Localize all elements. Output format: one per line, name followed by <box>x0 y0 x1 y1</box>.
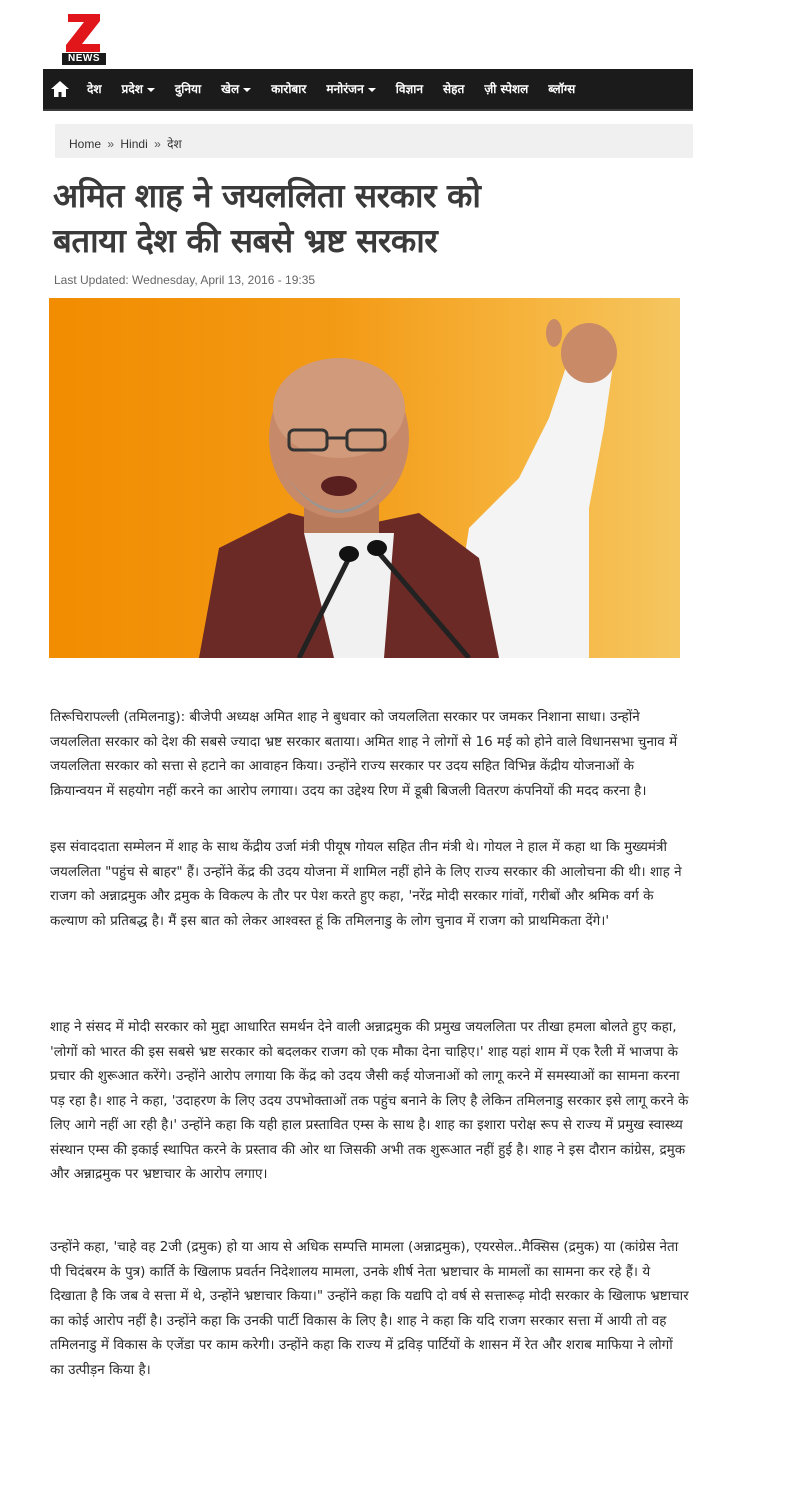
caret-down-icon <box>147 88 155 92</box>
zee-logo-icon <box>62 10 106 54</box>
breadcrumb-home[interactable]: Home <box>69 137 102 151</box>
nav-item-desh[interactable]: देश <box>87 82 102 96</box>
article-title-line1: अमित शाह ने जयललिता सरकार को <box>53 176 481 215</box>
nav-item-vigyan[interactable]: विज्ञान <box>395 82 423 96</box>
main-navbar <box>43 69 693 111</box>
nav-item-blogs[interactable]: ब्लॉग्स <box>548 82 576 96</box>
caret-down-icon <box>243 88 251 92</box>
zee-news-logo[interactable] <box>43 10 123 68</box>
caret-down-icon <box>368 88 376 92</box>
article-title <box>53 173 693 263</box>
last-updated: Last Updated: Wednesday, April 13, 2016 - 19:35 <box>54 273 316 287</box>
logo-news-text: NEWS <box>62 53 106 65</box>
breadcrumb-hindi[interactable]: Hindi <box>120 137 148 151</box>
breadcrumb-separator: » <box>107 137 115 151</box>
nav-item-sehat[interactable]: सेहत <box>442 82 465 96</box>
article-paragraph: तिरूचिरापल्ली (तमिलनाडु): बीजेपी अध्यक्ष अमित शाह ने बुधवार को जयललिता सरकार पर जमकर निशाना साधा। उन्होंने जयललिता सरकार को देश की सबसे ज्यादा भ्रष्ट सरकार बताया। अमित शाह ने लोगों से 16 मई को होने वाले विधानसभा चुनाव में जयललिता सरकार को सत्ता से हटाने का आवाहन किया। उन्होंने राज्य सरकार पर उदय सहित विभिन्न केंद्रीय योजनाओं के क्रियान्वयन में सहयोग नहीं करने का आरोप लगाया। उदय का उद्देश्य रिण में डूबी बिजली वितरण कंपनियों की मदद करना है। <box>50 709 678 799</box>
nav-item-manoranjan[interactable]: मनोरंजन <box>316 68 385 110</box>
breadcrumb-separator: » <box>154 137 161 151</box>
nav-item-duniya[interactable]: दुनिया <box>174 82 202 96</box>
nav-item-khel[interactable]: खेल <box>211 68 261 110</box>
article-paragraph: इस संवाददाता सम्मेलन में शाह के साथ केंद्रीय उर्जा मंत्री पीयूष गोयल सहित तीन मंत्री थे। गोयल ने हाल में कहा था कि मुख्यमंत्री जयललिता "पहुंच से बाहर" हैं। उन्होंने केंद्र की उदय योजना में शामिल नहीं होने के लिए राज्य सरकार की आलोचना की थी। शाह ने राजग को अन्नाद्रमुक और द्रमुक के विकल्प के तौर पर पेश करते हुए कहा, 'नरेंद्र मोदी सरकार गांवों, गरीबों और श्रमिक वर्ग के कल्याण को प्रतिबद्ध है। मैं इस बात को लेकर आश्वस्त हूं कि तमिलनाडु के लोग चुनाव में राजग को प्राथमिकता देंगे।' <box>50 839 682 929</box>
article-hero-image <box>49 298 680 658</box>
article-paragraph: उन्होंने कहा, 'चाहे वह 2जी (द्रमुक) हो या आय से अधिक सम्पत्ति मामला (अन्नाद्रमुक), एयरसेल..मैक्सिस (द्रमुक) या (कांग्रेस नेता पी चिदंबरम के पुत्र) कार्ति के खिलाफ प्रवर्तन निदेशालय मामला, उनके शीर्ष नेता भ्रष्टाचार के मामलों का सामना कर रहे हैं। ये दिखाता है कि जब वे सत्ता में थे, उन्होंने भ्रष्टाचार किया।" उन्होंने कहा कि यद्यपि दो वर्ष से सत्तारूढ़ मोदी सरकार के खिलाफ भ्रष्टाचार का कोई आरोप नहीं है। उन्होंने कहा कि उनकी पार्टी विकास के लिए है। शाह ने कहा कि यदि राजग सरकार सत्ता में आयी तो वह तमिलनाडु में विकास के एजेंडा पर काम करेगी। उन्होंने कहा कि राज्य में द्रविड़ पार्टियों के शासन में रेत और शराब माफिया ने लोगों का उत्पीड़न किया है। <box>50 1239 689 1378</box>
nav-item-karobar[interactable]: कारोबार <box>271 82 307 96</box>
article-title-line2: बताया देश की सबसे भ्रष्ट सरकार <box>53 221 438 260</box>
speaker-illustration <box>49 298 680 658</box>
article-paragraph: शाह ने संसद में मोदी सरकार को मुद्दा आधारित समर्थन देने वाली अन्नाद्रमुक की प्रमुख जयललिता पर तीखा हमला बोलते हुए कहा, 'लोगों को भारत की इस सबसे भ्रष्ट सरकार को बदलकर राजग को एक मौका देना चाहिए।' शाह यहां शाम में एक रैली में भाजपा के प्रचार की शुरूआत करेंगे। उन्होंने आरोप लगाया कि केंद्र को उदय जैसी कई योजनाओं को लागू करने में समस्याओं का सामना करना पड़ रहा है। शाह ने कहा, 'उदाहरण के लिए उदय उपभोक्ताओं तक पहुंच बनाने के लिए है लेकिन तमिलनाडु सरकार इसे लागू करने के लिए आगे नहीं आ रही है।' उन्होंने कहा कि यही हाल प्रस्तावित एम्स के साथ है। शाह का इशारा परोक्ष रूप से राज्य में प्रमुख स्वास्थ्य संस्थान एम्स की इकाई स्थापित करने के प्रस्ताव की ओर था जिसकी अभी तक शुरूआत नहीं हुई है। शाह ने इस दौरान कांग्रेस, द्रमुक और अन्नाद्रमुक पर भ्रष्टाचार के आरोप लगाए। <box>50 1019 689 1182</box>
nav-home-button[interactable] <box>43 68 77 110</box>
nav-item-zee-special[interactable]: ज़ी स्पेशल <box>484 82 529 96</box>
breadcrumb-desh[interactable]: देश <box>167 137 182 151</box>
nav-item-pradesh[interactable]: प्रदेश <box>112 68 165 110</box>
breadcrumb <box>55 124 693 158</box>
home-icon <box>50 80 70 98</box>
